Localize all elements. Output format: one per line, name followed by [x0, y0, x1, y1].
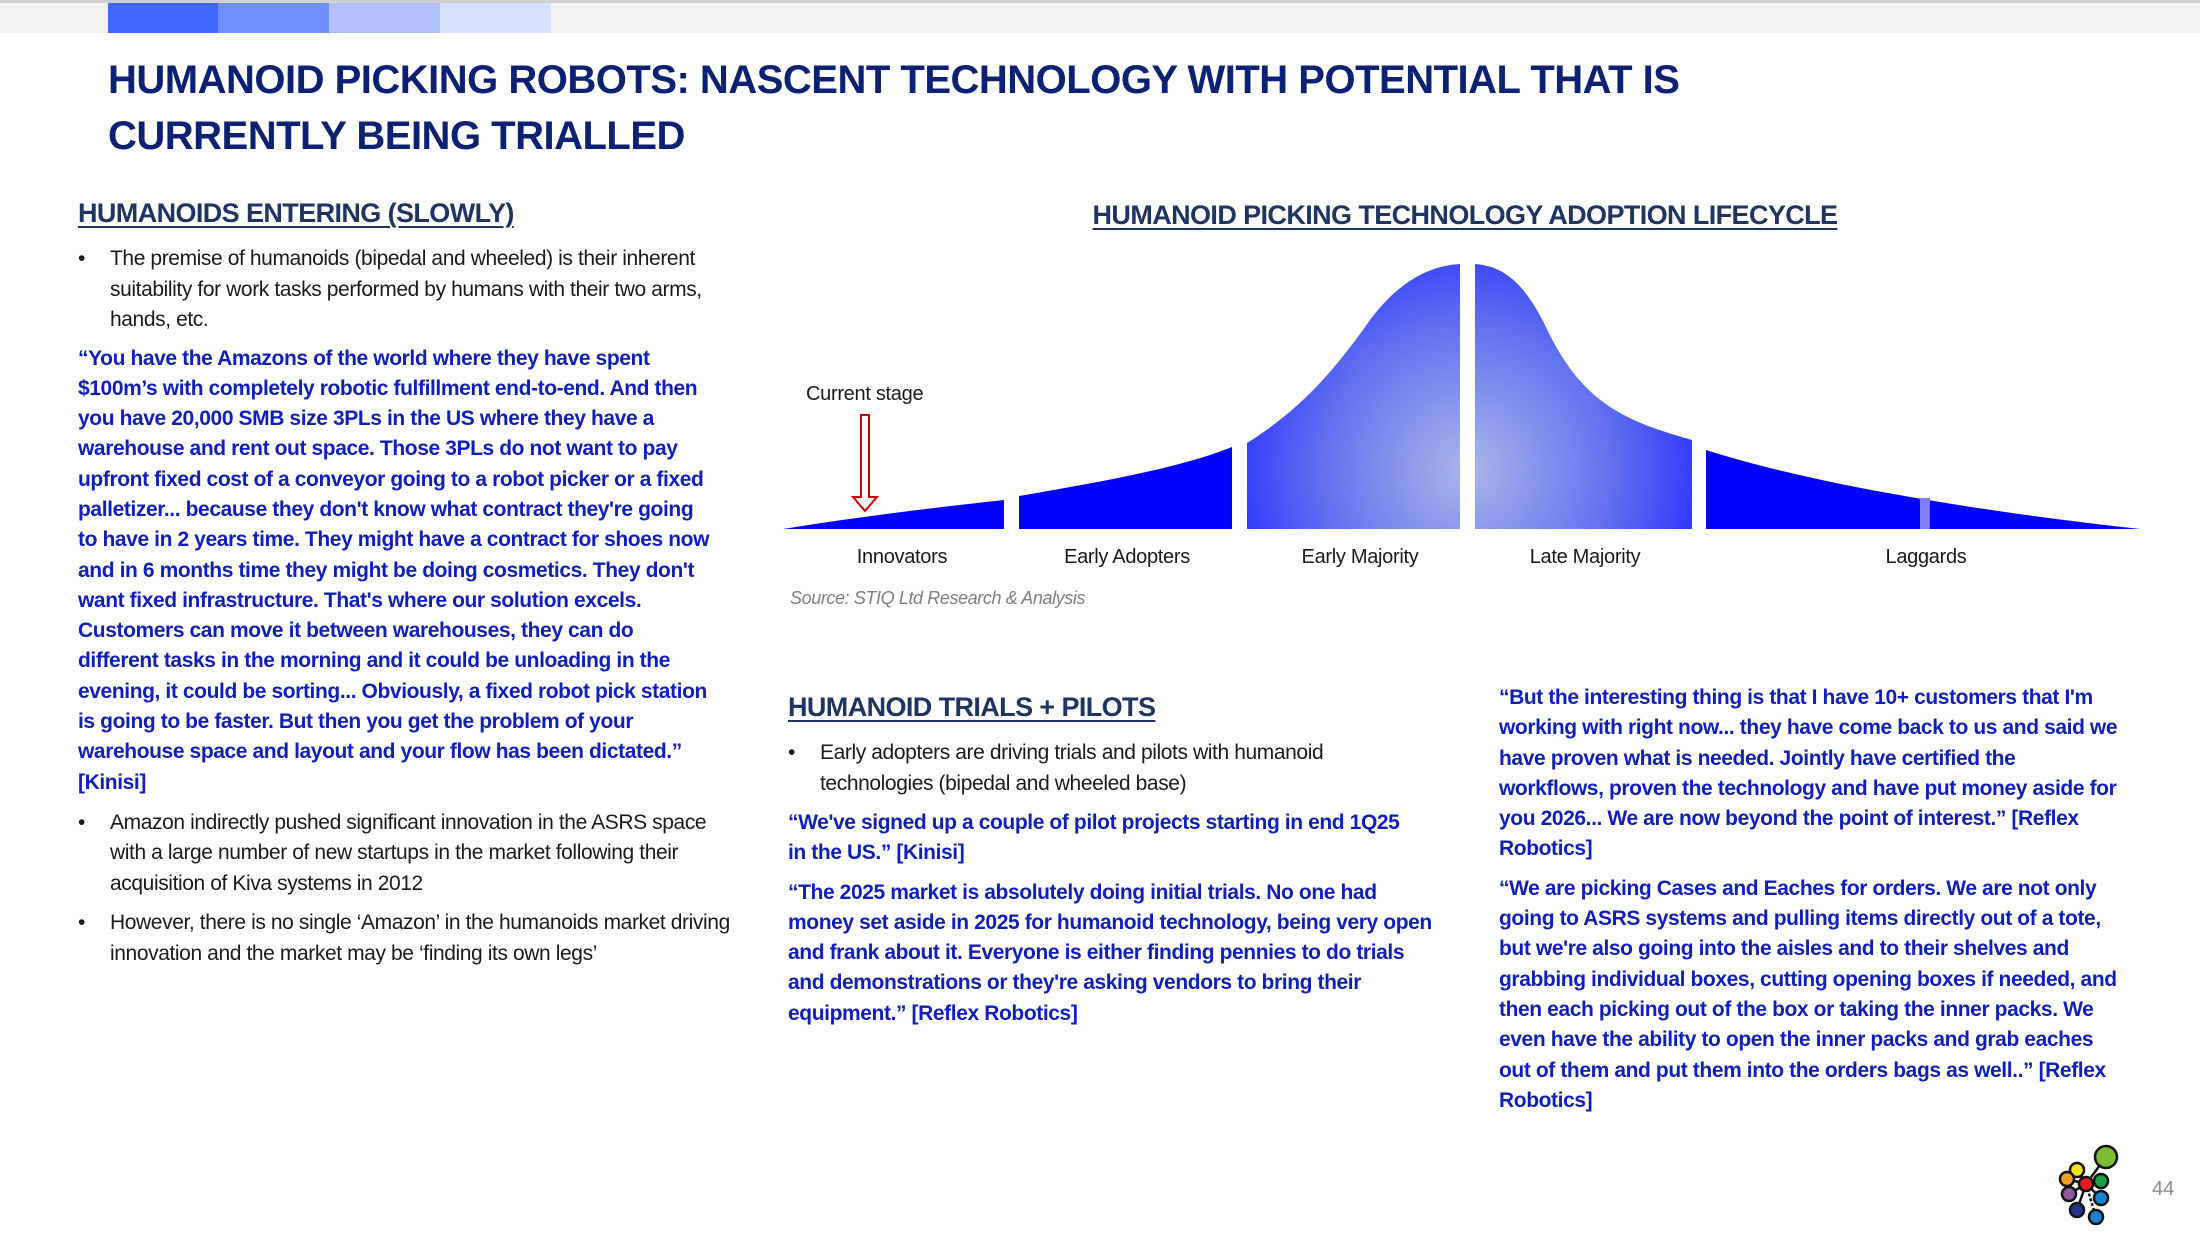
middle-column	[788, 738, 1433, 1029]
bullet-item	[788, 738, 1430, 799]
quote-reflex-trials: “The 2025 market is absolutely doing initial trials. No one had money set aside in 2025 for humanoid technology, being very open and frank about it. Everyone is either finding pennies to do trials and demonstrations or they're asking vendors to bring their equipment.” [Reflex Robotics]	[788, 880, 1432, 1025]
bullet-item	[78, 244, 710, 336]
segment-innovators	[783, 500, 1004, 529]
chart-source: Source: STIQ Ltd Research & Analysis	[790, 588, 1086, 608]
page-title-line-1: HUMANOID PICKING ROBOTS: NASCENT TECHNOLOGY WITH POTENTIAL THAT IS	[108, 58, 1680, 102]
bullet-text: Early adopters are driving trials and pilots with humanoid technologies (bipedal and wheeled base)	[820, 741, 1324, 795]
bullet-icon: •	[78, 911, 85, 935]
bullet-icon: •	[788, 741, 795, 764]
chart-title: HUMANOID PICKING TECHNOLOGY ADOPTION LIFECYCLE	[1092, 200, 1838, 230]
page-number: 44	[2152, 1178, 2175, 1200]
right-column	[1499, 683, 2129, 1116]
section-heading-humanoids-entering: HUMANOIDS ENTERING (SLOWLY)	[78, 198, 514, 228]
quote-kinisi-pilots: “We've signed up a couple of pilot projects starting in end 1Q25 in the US.” [Kinisi]	[788, 811, 1400, 865]
left-column	[78, 244, 730, 969]
segment-early-majority	[1247, 264, 1460, 529]
current-stage-arrow-icon	[853, 415, 877, 511]
stage-label-innovators: Innovators	[856, 546, 948, 568]
quote-reflex-customers: “But the interesting thing is that I have 10+ customers that I'm working with right now... they have come back to us and said we have proven what is needed. Jointly have certified the workflows, proven the technology and have put money aside for you 2026... We are now beyond the point of interest.” [Reflex Robotics]	[1499, 686, 2118, 861]
bullet-text: Amazon indirectly pushed significant innovation in the ASRS space with a large number of new startups in the market following their acquisition of Kiva systems in 2012	[110, 810, 707, 895]
segment-early-adopters	[1019, 447, 1232, 529]
page-title-line-2: CURRENTLY BEING TRIALLED	[108, 114, 685, 158]
stage-label-laggards: Laggards	[1885, 546, 1967, 568]
bullet-item	[78, 808, 710, 900]
current-stage-label: Current stage	[806, 383, 924, 405]
band-block-1	[108, 3, 218, 33]
band-block-4	[440, 3, 551, 33]
quote-kinisi: “You have the Amazons of the world where they have spent $100m’s with completely robotic fulfillment end-to-end. And then you have 20,000 SMB size 3PLs in the US where they have a warehouse and rent out space. Those 3PLs do not want to pay upfront fixed cost of a conveyor going to a robot picker or a fixed palletizer... because they don't know what contract they're going to have in 2 years time. They might have a contract for shoes now and in 6 months time they might be doing cosmetics. They don't want fixed infrastructure. That's where our solution excels. Customers can move it between warehouses, they can do different tasks in the morning and it could be unloading in the evening, it could be sorting... Obviously, a fixed robot pick station is going to be faster. But then you get the problem of your warehouse space and layout and your flow has been dictated.” [Kinisi]	[78, 346, 710, 794]
bullet-item	[78, 908, 735, 969]
bullet-text: The premise of humanoids (bipedal and wheeled) is their inherent suitability for work tasks performed by humans with their two arms, hands, etc.	[110, 247, 702, 331]
page-title	[108, 52, 1808, 164]
adoption-lifecycle-chart	[770, 250, 2150, 540]
stage-label-late-majority: Late Majority	[1529, 546, 1641, 568]
stage-label-early-adopters: Early Adopters	[1064, 546, 1190, 568]
stage-label-early-majority: Early Majority	[1301, 546, 1419, 568]
quote-reflex-picking: “We are picking Cases and Eaches for orders. We are not only going to ASRS systems and pulling items directly out of a tote, but we're also going into the aisles and to their shelves and grabbing individual boxes, cutting opening boxes if needed, and then each picking out of the box or taking the inner packs. We even have the ability to open the inner packs and grab eaches out of them and put them into the orders bags as well..” [Reflex Robotics]	[1499, 876, 2117, 1112]
section-heading-trials-pilots: HUMANOID TRIALS + PILOTS	[788, 692, 1156, 722]
top-color-band	[0, 0, 2200, 33]
band-block-3	[329, 3, 440, 33]
bullet-text: However, there is no single ‘Amazon’ in the humanoids market driving innovation and the market may be ‘finding its own legs’	[110, 911, 730, 965]
laggards-highlight-stripe	[1920, 498, 1930, 529]
bullet-icon: •	[78, 810, 85, 834]
band-block-2	[218, 3, 329, 33]
segment-late-majority	[1475, 264, 1692, 529]
bullet-icon: •	[78, 247, 85, 270]
network-molecule-logo-icon	[2058, 1142, 2128, 1227]
